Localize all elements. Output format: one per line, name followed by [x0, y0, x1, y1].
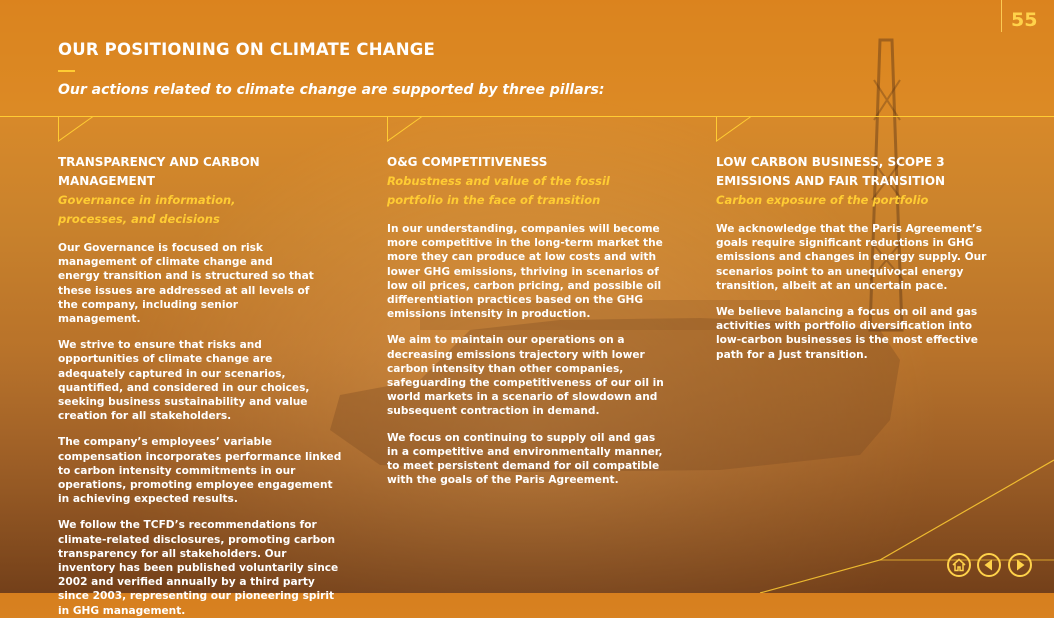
column-notch-3 — [716, 116, 752, 142]
pillar-paragraph: The company’s employees’ variable compensation incorporates performance linked to carbon intensity commitments in our operations, promoting employee engagement in achieving expected results. — [58, 436, 342, 506]
pillar-paragraph: We follow the TCFD’s recommendations for climate-related disclosures, promoting carbon transparency for all stakeholders. Our inventory has been published voluntarily since 2002 and verified annually by a third party since 2003, representing our pioneering spirit in GHG management. — [58, 519, 339, 617]
page-number: 55 — [1011, 9, 1038, 31]
next-page-button[interactable] — [1008, 553, 1032, 577]
previous-icon — [982, 558, 996, 572]
pillar-paragraph: In our understanding, companies will become more competitive in the long-term market the more they can produce at low costs and with lower GHG emissions, thriving in scenarios of low oil prices, carbon pricing, and possible oil differentiation practices based on the GHG emissions intensity in production. — [387, 223, 663, 321]
pillar-paragraph: We acknowledge that the Paris Agreement’s goals require significant reductions in GHG emissions and changes in energy supply. Our scenarios point to an unequivocal energy transition, albeit at an uncertain pace. — [716, 223, 987, 292]
pillar-paragraph: Our Governance is focused on risk management of climate change and energy transition and is structured so that these issues are addressed at all levels of the company, including senior management. — [58, 242, 314, 326]
pillar-subheading: Governance in information, processes, and decisions — [58, 193, 236, 226]
pillar-paragraph: We focus on continuing to supply oil and gas in a competitive and environmentally manner, to meet persistent demand for oil compatible with the goals of the Paris Agreement. — [387, 431, 663, 487]
home-icon — [952, 558, 966, 572]
home-button[interactable] — [947, 553, 971, 577]
column-notch-1 — [58, 116, 94, 142]
pillar-heading: LOW CARBON BUSINESS, SCOPE 3 EMISSIONS AND FAIR TRANSITION — [716, 155, 946, 188]
pillar-subheading: Carbon exposure of the portfolio — [716, 193, 929, 207]
pillar-heading: TRANSPARENCY AND CARBON MANAGEMENT — [58, 155, 260, 188]
page-title: OUR POSITIONING ON CLIMATE CHANGE — [58, 40, 435, 59]
page-number-box — [1001, 0, 1054, 32]
page-subtitle: Our actions related to climate change are supported by three pillars: — [58, 82, 605, 98]
pillar-subheading: Robustness and value of the fossil portfolio in the face of transition — [387, 174, 610, 207]
pillar-competitiveness — [387, 153, 669, 487]
pillar-paragraph: We aim to maintain our operations on a decreasing emissions trajectory with lower carbon intensity than other companies, safeguarding the competitiveness of our oil in world markets in a scenario of slowdown and subsequent contraction in demand. — [387, 334, 664, 418]
pillar-paragraph: We strive to ensure that risks and opportunities of climate change are adequately captured in our scenarios, quantified, and considered in our choices, seeking business sustainability and value creation for all stakeholders. — [58, 339, 310, 423]
pillar-heading: O&G COMPETITIVENESS — [387, 155, 548, 169]
section-divider — [0, 116, 1054, 117]
title-underline — [58, 70, 75, 72]
pillar-paragraph: We believe balancing a focus on oil and gas activities with portfolio diversification into low-carbon businesses is the most effective path for a Just transition. — [716, 306, 978, 361]
pillar-transparency — [58, 153, 342, 618]
next-icon — [1013, 558, 1027, 572]
pillar-low-carbon — [716, 153, 998, 362]
previous-page-button[interactable] — [977, 553, 1001, 577]
column-notch-2 — [387, 116, 423, 142]
